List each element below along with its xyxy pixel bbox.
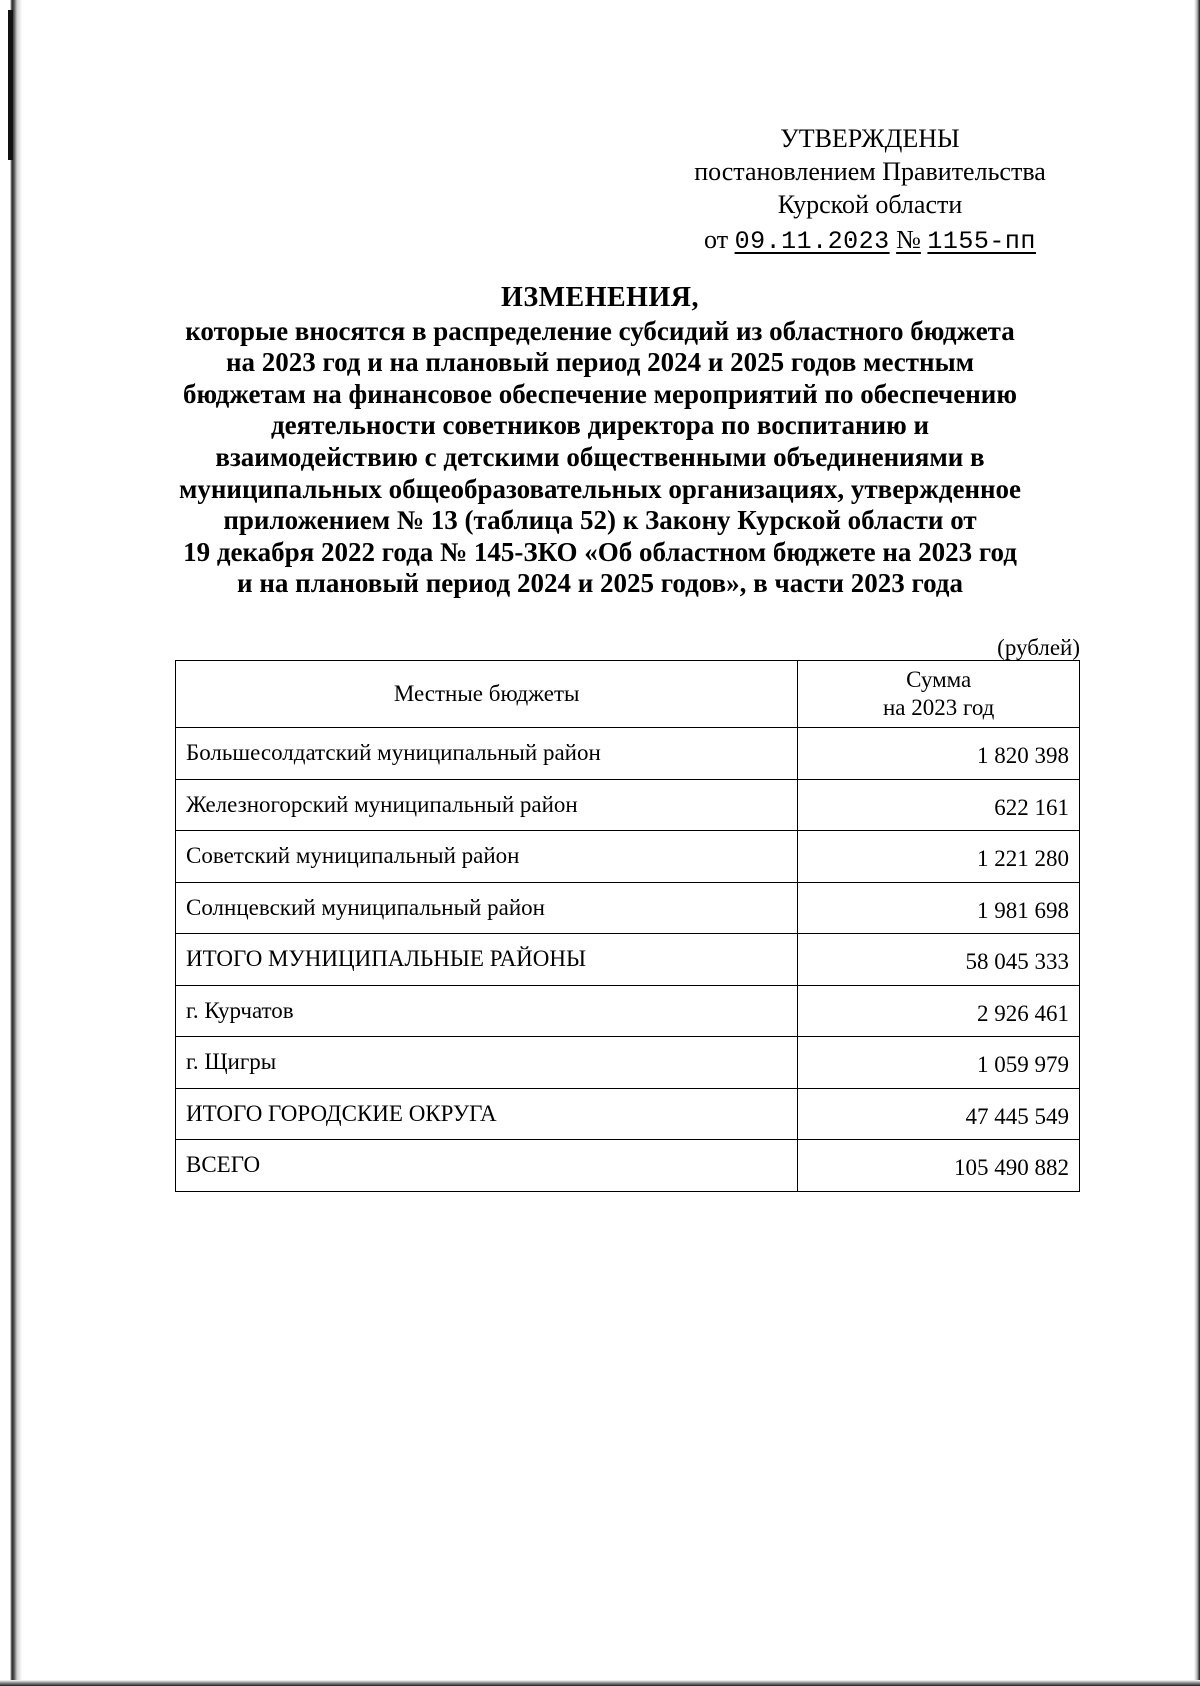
scan-edge-left (0, 0, 22, 1686)
title-line: на 2023 год и на плановый период 2024 и 2025 годов местным (225, 347, 975, 378)
header-local-budgets: Местные бюджеты (176, 661, 798, 728)
scan-edge-right (1194, 0, 1200, 1686)
approval-line-1: УТВЕРЖДЕНЫ (780, 124, 960, 153)
title-line: которые вносятся в распределение субсидий из областного бюджета (185, 315, 1015, 346)
number-sign: № (896, 225, 921, 254)
title-line: муниципальных общеобразовательных организациях, утвержденное (178, 473, 1022, 504)
approval-line-3: Курской области (777, 190, 963, 219)
row-sum: 58 045 333 (798, 934, 1080, 986)
table-row (176, 779, 1080, 831)
approval-number: 1155-пп (927, 227, 1036, 256)
row-name: г. Курчатов (176, 985, 798, 1037)
title-line: 19 декабря 2022 года № 145-ЗКО «Об областном бюджете на 2023 год (183, 536, 1017, 567)
title-line: и на плановый период 2024 и 2025 годов», в части 2023 года (237, 568, 963, 599)
budget-table (175, 660, 1080, 1192)
row-sum: 1 981 698 (798, 882, 1080, 934)
table-row (176, 831, 1080, 883)
table-header-row (176, 661, 1080, 728)
row-name: ИТОГО ГОРОДСКИЕ ОКРУГА (176, 1088, 798, 1140)
title-line: взаимодействию с детскими общественными объединениями в (215, 441, 985, 472)
table-row (176, 882, 1080, 934)
row-sum: 1 820 398 (798, 728, 1080, 780)
title-line: бюджетам на финансовое обеспечение мероприятий по обеспечению (183, 378, 1017, 409)
header-sum-line-1: Сумма (906, 667, 972, 692)
row-name: г. Щигры (176, 1037, 798, 1089)
table-row (176, 985, 1080, 1037)
header-sum (798, 661, 1080, 728)
row-sum: 47 445 549 (798, 1088, 1080, 1140)
row-name: Солнцевский муниципальный район (176, 882, 798, 934)
approval-block (660, 122, 1080, 258)
row-name: ИТОГО МУНИЦИПАЛЬНЫЕ РАЙОНЫ (176, 934, 798, 986)
approval-date: 09.11.2023 (734, 227, 890, 256)
row-sum: 2 926 461 (798, 985, 1080, 1037)
row-sum: 1 221 280 (798, 831, 1080, 883)
row-sum: 1 059 979 (798, 1037, 1080, 1089)
table-row (176, 934, 1080, 986)
scan-edge-bottom (0, 1680, 1200, 1686)
row-name: Советский муниципальный район (176, 831, 798, 883)
row-name: Железногорский муниципальный район (176, 779, 798, 831)
approval-date-line (660, 223, 1080, 258)
row-name: ВСЕГО (176, 1140, 798, 1192)
scan-edge-mark (8, 10, 13, 160)
table-row (176, 1088, 1080, 1140)
date-prefix: от (704, 225, 729, 254)
title-line: приложением № 13 (таблица 52) к Закону Курской области от (223, 505, 977, 536)
table-row (176, 728, 1080, 780)
title-heading: ИЗМЕНЕНИЯ, (501, 282, 699, 313)
table-row (176, 1037, 1080, 1089)
row-name: Большесолдатский муниципальный район (176, 728, 798, 780)
table-row (176, 1140, 1080, 1192)
document-title (150, 282, 1050, 600)
approval-line-2: постановлением Правительства (694, 157, 1046, 186)
header-sum-line-2: на 2023 год (882, 695, 995, 720)
row-sum: 105 490 882 (798, 1140, 1080, 1192)
units-label: (рублей) (997, 635, 1080, 660)
title-line: деятельности советников директора по воспитанию и (270, 410, 930, 441)
row-sum: 622 161 (798, 779, 1080, 831)
